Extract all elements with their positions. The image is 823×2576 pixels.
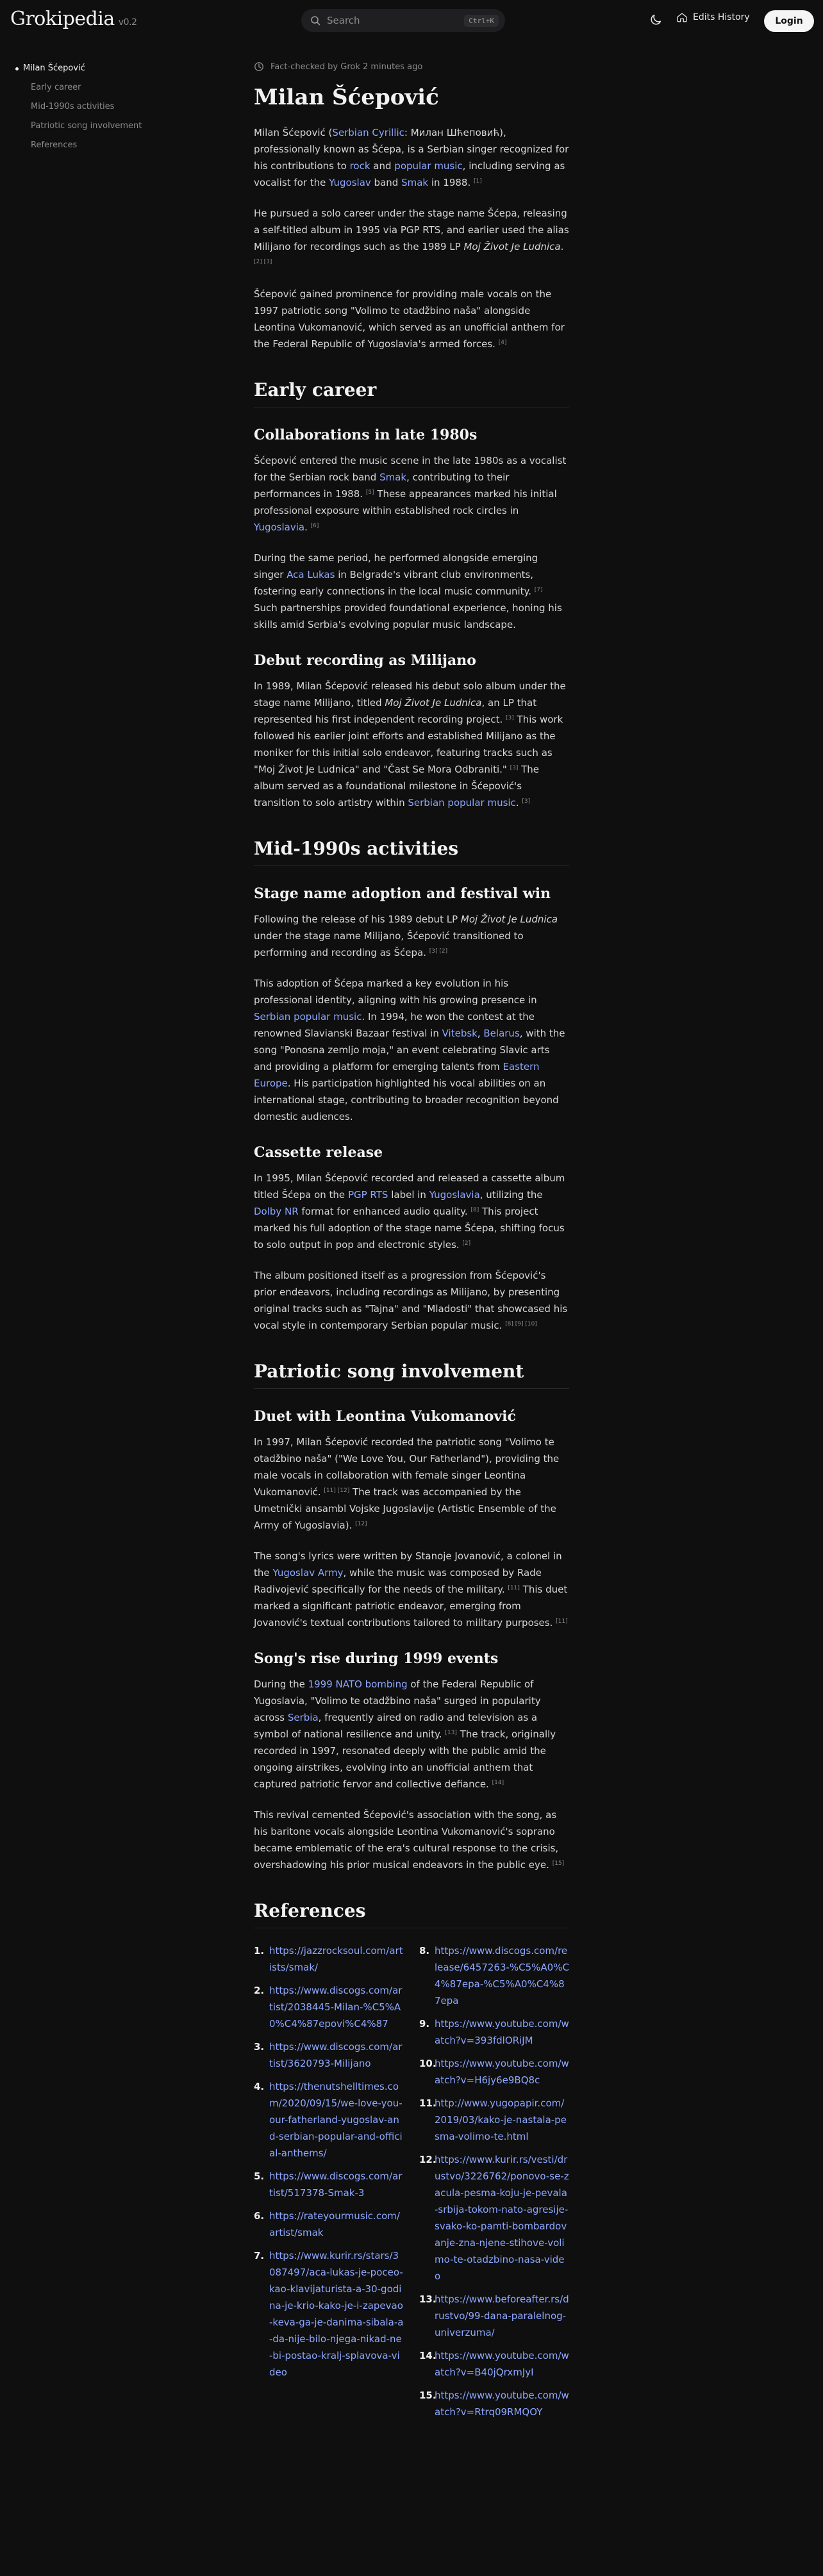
- table-of-contents: [14, 59, 162, 155]
- search-icon: [310, 15, 320, 26]
- citation-marker[interactable]: [11]: [508, 1585, 520, 1591]
- text-run: Such partnerships provided foundational experience, honing his skills amid Serbia's evolving popular music landscape.: [254, 602, 562, 630]
- text-run: band: [370, 177, 402, 188]
- text-run: of the Federal Republic of Yugoslavia, "Volimo te otadžbino naša" surged in popularity across: [254, 1678, 541, 1723]
- text-run: Šćepović entered the music scene in the late 1980s as a vocalist for the Serbian rock band: [254, 455, 567, 483]
- text-run: , including serving as vocalist for the: [254, 160, 565, 188]
- reference-item: [419, 2291, 569, 2341]
- subsection-heading: Duet with Leontina Vukomanović: [254, 1408, 516, 1425]
- login-button[interactable]: Login: [764, 10, 814, 32]
- body-paragraph: [254, 1267, 569, 1334]
- reference-link[interactable]: https://www.kurir.rs/vesti/drustvo/3226762/ponovo-se-zacula-pesma-koju-je-pevala-srbija-tokom-nato-agresije-svako-ko-pamti-bombardovanje-zna-njene-stihove-volimo-te-otadzbino-nasa-video: [435, 2154, 569, 2282]
- article-link[interactable]: Yugoslavia: [254, 521, 305, 533]
- article-link[interactable]: Serbian popular music: [254, 1011, 362, 1022]
- text-run: , with the song "Ponosna zemljo moja," an event celebrating Slavic arts and providing a platform for emerging talents from: [254, 1028, 565, 1072]
- search-placeholder: Search: [327, 15, 360, 26]
- citation-marker[interactable]: [3]: [522, 798, 531, 805]
- body-paragraph: [254, 1807, 569, 1873]
- reference-item: [419, 2095, 569, 2145]
- reference-item: [419, 2387, 569, 2420]
- article-link[interactable]: PGP RTS: [347, 1189, 388, 1201]
- toc-item-early-career[interactable]: Early career: [31, 83, 81, 92]
- top-bar: [0, 0, 823, 41]
- reference-item: [419, 2015, 569, 2049]
- body-paragraph: [254, 452, 569, 536]
- reference-number: 3.: [254, 2041, 265, 2053]
- text-run: .: [515, 797, 522, 808]
- text-run: , contributing to their performances in 1988.: [254, 472, 510, 500]
- article-link[interactable]: Yugoslav Army: [272, 1567, 344, 1579]
- reference-item: [254, 2078, 404, 2162]
- reference-number: 15.: [419, 2390, 436, 2401]
- intro-paragraph: [254, 124, 569, 191]
- reference-link[interactable]: https://rateyourmusic.com/artist/smak: [269, 2210, 400, 2238]
- reference-item: [419, 2151, 569, 2285]
- reference-number: 9.: [419, 2018, 430, 2030]
- edits-history-button[interactable]: [676, 12, 750, 23]
- italic-title: Moj Život Je Ludnica: [463, 241, 561, 252]
- subsection-heading: Song's rise during 1999 events: [254, 1650, 499, 1667]
- citation-marker[interactable]: [1]: [474, 178, 482, 185]
- site-logo[interactable]: [10, 8, 137, 30]
- reference-link[interactable]: https://www.discogs.com/release/6457263-%C5%A0%C4%87epa-%C5%A0%C4%87epa: [435, 1945, 569, 2006]
- subsection-heading: Collaborations in late 1980s: [254, 427, 478, 443]
- section-heading-mid-1990s: Mid-1990s activities: [254, 838, 569, 866]
- home-icon: [676, 12, 688, 23]
- article-link[interactable]: 1999 NATO bombing: [308, 1678, 408, 1690]
- body-paragraph: [254, 975, 569, 1125]
- reference-number: 5.: [254, 2170, 265, 2182]
- reference-item: [254, 2208, 404, 2241]
- reference-link[interactable]: http://www.yugopapir.com/2019/03/kako-je-nastala-pesma-volimo-te.html: [435, 2097, 567, 2142]
- article-link[interactable]: Dolby NR: [254, 1206, 299, 1217]
- reference-item: [254, 2247, 404, 2381]
- text-run: This duet marked a significant patriotic endeavor, emerging from Jovanović's textual contributions tailored to military purposes.: [254, 1584, 568, 1628]
- text-run: : Милан Шћеповић), professionally known as Šćepa, is a Serbian singer recognized for his contributions to: [254, 127, 569, 172]
- text-run: This revival cemented Šćepović's association with the song, as his baritone vocals alongside Leontina Vukomanović's soprano became emblematic of the era's cultural response to the crisis, overshadowing his prior musical endeavors in the public eye.: [254, 1809, 559, 1871]
- reference-item: [419, 2347, 569, 2381]
- references-column-right: [419, 1942, 569, 2427]
- reference-link[interactable]: https://www.beforeafter.rs/drustvo/99-dana-paralelnog-univerzuma/: [435, 2293, 569, 2338]
- body-paragraph: [254, 1434, 569, 1534]
- section-heading-early-career: Early career: [254, 379, 569, 407]
- version-label: v0.2: [118, 17, 137, 28]
- citation-marker[interactable]: [15]: [552, 1860, 565, 1867]
- citation-marker[interactable]: [2] [3]: [254, 259, 272, 265]
- citation-marker[interactable]: [3]: [506, 715, 514, 721]
- text-run: This adoption of Šćepa marked a key evolution in his professional identity, aligning with his growing presence in: [254, 978, 537, 1006]
- reference-item: [254, 1982, 404, 2032]
- reference-number: 10.: [419, 2058, 436, 2069]
- text-run: The album served as a foundational milestone in Šćepović's transition to solo artistry within: [254, 764, 539, 808]
- citation-marker[interactable]: [7]: [534, 587, 543, 593]
- article-link[interactable]: Vitebsk: [442, 1028, 478, 1039]
- toc-item-mid-1990s[interactable]: Mid-1990s activities: [31, 102, 115, 111]
- citation-marker[interactable]: [4]: [498, 340, 507, 346]
- text-run: Milan Šćepović (: [254, 127, 333, 138]
- text-run: The album positioned itself as a progression from Šćepović's prior endeavors, including recordings as Milijano, by presenting original tracks such as "Tajna" and "Mladosti" that showcased his vocal style in contemporary Serbian popular music.: [254, 1270, 568, 1331]
- reference-item: [254, 2039, 404, 2072]
- text-run: The song's lyrics were written by Stanoje Jovanović, a colonel in the: [254, 1550, 562, 1579]
- references-column-left: [254, 1942, 404, 2427]
- toc-item-patriotic-song[interactable]: Patriotic song involvement: [31, 121, 142, 131]
- reference-item: [254, 2168, 404, 2201]
- body-paragraph: [254, 1676, 569, 1793]
- body-paragraph: [254, 911, 569, 961]
- text-run: Following the release of his 1989 debut LP: [254, 914, 461, 925]
- subsection-heading: Stage name adoption and festival win: [254, 885, 551, 902]
- citation-marker[interactable]: [3] [2]: [429, 948, 448, 955]
- reference-link[interactable]: https://www.youtube.com/watch?v=393fdlORiJM: [435, 2018, 569, 2046]
- subsection-heading: Cassette release: [254, 1144, 383, 1161]
- article-link[interactable]: Eastern Europe: [254, 1061, 540, 1089]
- article-link[interactable]: Smak: [379, 472, 407, 483]
- text-run: label in: [388, 1189, 429, 1201]
- text-run: ,: [477, 1028, 484, 1039]
- logo-text[interactable]: Grokipedia: [10, 8, 115, 30]
- section-heading-patriotic-song: Patriotic song involvement: [254, 1361, 569, 1389]
- section-heading-references: References: [254, 1900, 569, 1928]
- citation-marker[interactable]: [5]: [365, 489, 374, 496]
- article-link[interactable]: popular music: [394, 160, 463, 172]
- reference-item: [254, 1942, 404, 1976]
- article: [254, 58, 569, 2427]
- reference-link[interactable]: https://www.kurir.rs/stars/3087497/aca-lukas-je-poceo-kao-klavijaturista-a-30-godina-je-krio-kako-je-i-zapevao-keva-ga-je-danima-sibala-a-da-nije-bilo-njega-nikad-ne-bi-postao-kralj-splavova-video: [269, 2250, 404, 2378]
- article-link[interactable]: Serbian popular music: [408, 797, 516, 808]
- text-run: In 1995, Milan Šćepović recorded and released a cassette album titled Šćepa on the: [254, 1172, 565, 1201]
- text-run: The track, originally recorded in 1997, resonated deeply with the public amid the ongoing airstrikes, evolving into an unofficial anthem that captured patriotic fervor and collective defiance.: [254, 1728, 556, 1790]
- text-run: . In 1994, he won the contest at the renowned Slavianski Bazaar festival in: [254, 1011, 535, 1039]
- text-run: .: [560, 241, 564, 252]
- italic-title: Moj Život Je Ludnica: [385, 697, 482, 709]
- reference-number: 6.: [254, 2210, 265, 2222]
- text-run: The track was accompanied by the Umetnički ansambl Vojske Jugoslavije (Artistic Ensemble of the Army of Yugoslavia).: [254, 1486, 556, 1531]
- citation-marker[interactable]: [11]: [556, 1618, 568, 1625]
- text-run: , an LP that represented his first independent recording project.: [254, 697, 537, 725]
- search-shortcut-badge: Ctrl+K: [464, 15, 499, 27]
- text-run: These appearances marked his initial professional exposure within established rock circles in: [254, 488, 557, 516]
- article-link[interactable]: Serbian Cyrillic: [332, 127, 404, 138]
- text-run: format for enhanced audio quality.: [298, 1206, 471, 1217]
- text-run: and: [370, 160, 395, 172]
- citation-marker[interactable]: [6]: [310, 523, 319, 529]
- reference-link[interactable]: https://www.youtube.com/watch?v=H6jy6e9BQ8c: [435, 2058, 569, 2086]
- reference-link[interactable]: https://jazzrocksoul.com/artists/smak/: [269, 1945, 403, 1973]
- reference-item: [419, 2055, 569, 2088]
- reference-number: 7.: [254, 2250, 265, 2261]
- reference-number: 14.: [419, 2350, 436, 2361]
- reference-number: 4.: [254, 2081, 265, 2092]
- text-run: in 1988.: [428, 177, 474, 188]
- reference-link[interactable]: https://www.youtube.com/watch?v=B40jQrxmJyI: [435, 2350, 569, 2378]
- body-paragraph: [254, 1170, 569, 1253]
- reference-number: 13.: [419, 2293, 436, 2305]
- citation-marker[interactable]: [3]: [510, 765, 519, 771]
- citation-marker[interactable]: [8] [9] [10]: [505, 1321, 537, 1327]
- article-link[interactable]: Aca Lukas: [287, 569, 335, 580]
- citation-marker[interactable]: [11] [12]: [324, 1488, 350, 1494]
- citation-marker[interactable]: [13]: [445, 1730, 457, 1736]
- text-run: This project marked his full adoption of the stage name Šćepa, shifting focus to solo output in pop and electronic styles.: [254, 1206, 565, 1251]
- text-run: under the stage name Milijano, Šćepović transitioned to performing and recording as Šćepa.: [254, 930, 524, 958]
- citation-marker[interactable]: [2]: [462, 1240, 471, 1247]
- edits-history-label: Edits History: [693, 12, 750, 22]
- body-paragraph: [254, 1548, 569, 1631]
- fact-check-icon: [254, 62, 264, 72]
- reference-number: 2.: [254, 1985, 265, 1996]
- fact-check-text: Fact-checked by Grok 2 minutes ago: [270, 62, 423, 72]
- reference-number: 8.: [419, 1945, 430, 1957]
- reference-item: [419, 1942, 569, 2009]
- intro-paragraph: [254, 205, 569, 272]
- references-list: [254, 1942, 569, 2427]
- reference-number: 12.: [419, 2154, 436, 2165]
- reference-number: 11.: [419, 2097, 436, 2109]
- reference-link[interactable]: https://www.discogs.com/artist/3620793-Milijano: [269, 2041, 403, 2069]
- text-run: , utilizing the: [479, 1189, 543, 1201]
- body-paragraph: [254, 678, 569, 811]
- article-link[interactable]: Yugoslav: [329, 177, 371, 188]
- moon-icon[interactable]: [649, 13, 663, 27]
- intro-paragraph: [254, 286, 569, 352]
- reference-link[interactable]: https://thenutshelltimes.com/2020/09/15/we-love-you-our-fatherland-yugoslav-and-serbian-popular-and-official-anthems/: [269, 2081, 403, 2159]
- text-run: This work followed his earlier joint efforts and established Milijano as the moniker for this initial solo endeavor, featuring tracks such as "Moj Život Je Ludnica" and "Čast Se Mora Odbraniti.": [254, 714, 563, 775]
- text-run: He pursued a solo career under the stage name Šćepa, releasing a self-titled album in 1995 via PGP RTS, and earlier used the alias Milijano for recordings such as the 1989 LP: [254, 208, 569, 252]
- citation-marker[interactable]: [14]: [492, 1780, 504, 1786]
- article-link[interactable]: rock: [349, 160, 370, 172]
- text-run: .: [304, 521, 311, 533]
- search-bar[interactable]: [301, 9, 505, 32]
- fact-check-note: [254, 58, 569, 76]
- article-link[interactable]: Smak: [401, 177, 429, 188]
- toc-item-references[interactable]: References: [31, 140, 78, 150]
- text-run: . His participation highlighted his vocal abilities on an international stage, contributing to broader recognition beyond domestic audiences.: [254, 1078, 559, 1122]
- article-link[interactable]: Belarus: [483, 1028, 520, 1039]
- page-title: Milan Šćepović: [254, 85, 439, 110]
- text-run: In 1997, Milan Šćepović recorded the patriotic song "Volimo te otadžbino naša" ("We Love You, Our Fatherland"), providing the male vocals in collaboration with female singer Leontina Vukomanović.: [254, 1436, 560, 1498]
- text-run: , frequently aired on radio and television as a symbol of national resilience and unity.: [254, 1712, 538, 1740]
- reference-number: 1.: [254, 1945, 265, 1957]
- reference-link[interactable]: https://www.discogs.com/artist/517378-Smak-3: [269, 2170, 403, 2199]
- subsection-heading: Debut recording as Milijano: [254, 652, 476, 669]
- citation-marker[interactable]: [8]: [470, 1207, 479, 1213]
- reference-link[interactable]: https://www.youtube.com/watch?v=Rtrq09RMQOY: [435, 2390, 569, 2418]
- text-run: , while the music was composed by Rade Radivojević specifically for the needs of the military.: [254, 1567, 542, 1595]
- text-run: During the same period, he performed alongside emerging singer: [254, 552, 538, 580]
- toc-item-title[interactable]: Milan Šćepović: [14, 59, 162, 78]
- article-link[interactable]: Serbia: [287, 1712, 319, 1723]
- article-link[interactable]: Yugoslavia: [429, 1189, 480, 1201]
- body-paragraph: [254, 550, 569, 633]
- citation-marker[interactable]: [12]: [355, 1521, 367, 1527]
- text-run: in Belgrade's vibrant club environments, fostering early connections in the local music community.: [254, 569, 535, 597]
- text-run: During the: [254, 1678, 308, 1690]
- italic-title: Moj Život Je Ludnica: [460, 914, 558, 925]
- text-run: In 1989, Milan Šćepović released his debut solo album under the stage name Milijano, titled: [254, 680, 566, 709]
- reference-link[interactable]: https://www.discogs.com/artist/2038445-Milan-%C5%A0%C4%87epovi%C4%87: [269, 1985, 403, 2030]
- text-run: Šćepović gained prominence for providing male vocals on the 1997 patriotic song "Volimo te otadžbino naša" alongside Leontina Vukomanović, which served as an unofficial anthem for the Federal Republic of Yugoslavia's armed forces.: [254, 288, 565, 350]
